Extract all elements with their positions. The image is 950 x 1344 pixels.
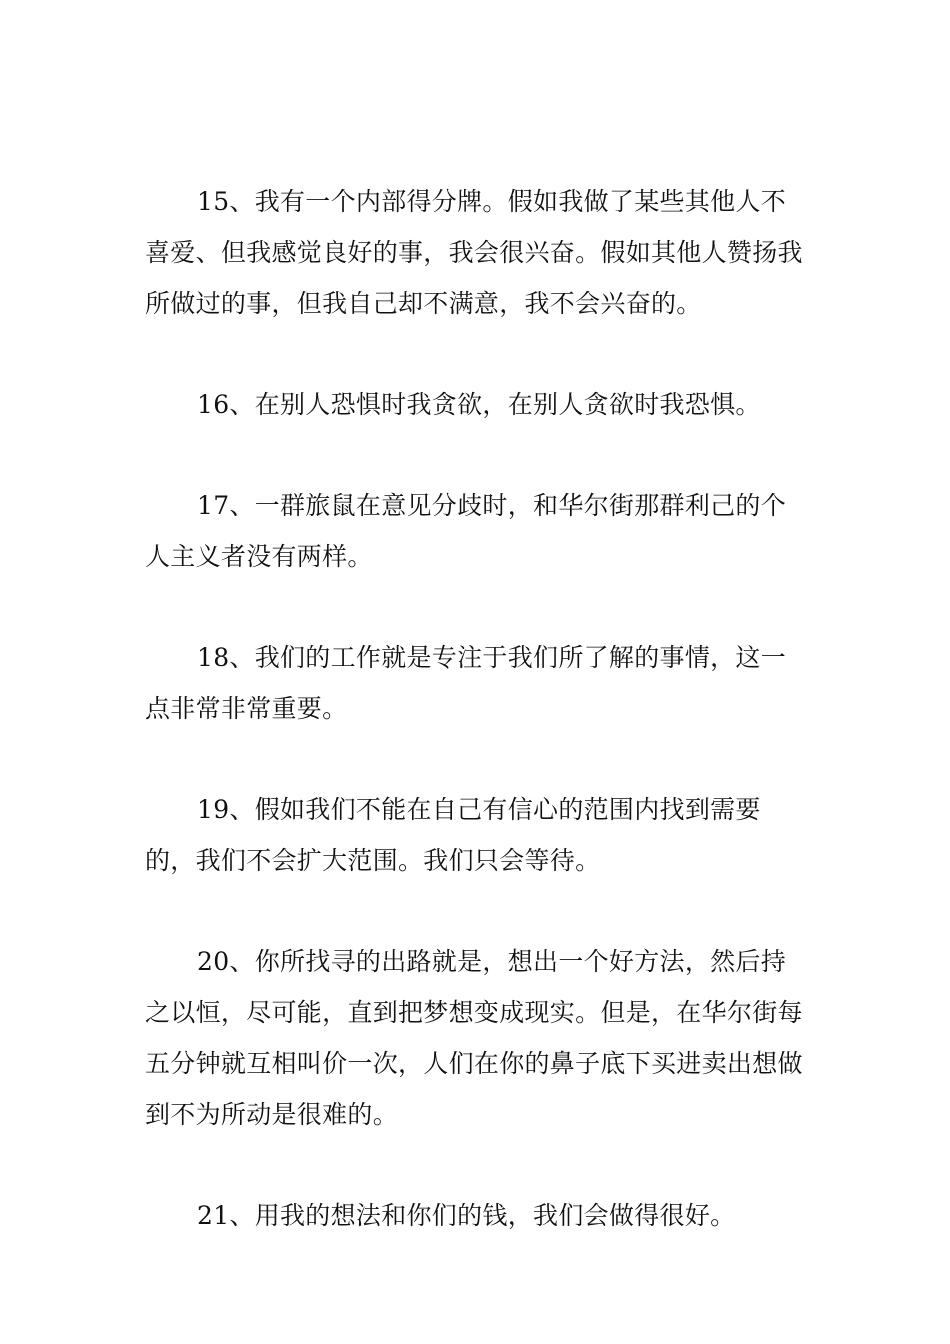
- paragraph-15: 15、我有一个内部得分牌。假如我做了某些其他人不喜爱、但我感觉良好的事，我会很兴奋。假如其他人赞扬我所做过的事，但我自己却不满意，我不会兴奋的。: [145, 187, 803, 318]
- paragraph-19: 19、假如我们不能在自己有信心的范围内找到需要的，我们不会扩大范围。我们只会等待。: [145, 795, 761, 875]
- paragraph-21: 21、用我的想法和你们的钱，我们会做得很好。: [197, 1201, 736, 1230]
- paragraph-18: 18、我们的工作就是专注于我们所了解的事情，这一点非常非常重要。: [145, 643, 787, 723]
- paragraph-17: 17、一群旅鼠在意见分歧时，和华尔街那群利己的个人主义者没有两样。: [145, 491, 787, 571]
- paragraph-20: 20、你所找寻的出路就是，想出一个好方法，然后持之以恒，尽可能，直到把梦想变成现实。但是，在华尔街每五分钟就互相叫价一次，人们在你的鼻子底下买进卖出想做到不为所动是很难的。: [145, 947, 803, 1129]
- paragraph-16: 16、在别人恐惧时我贪欲，在别人贪欲时我恐惧。: [197, 390, 761, 419]
- document-body: [145, 176, 810, 1241]
